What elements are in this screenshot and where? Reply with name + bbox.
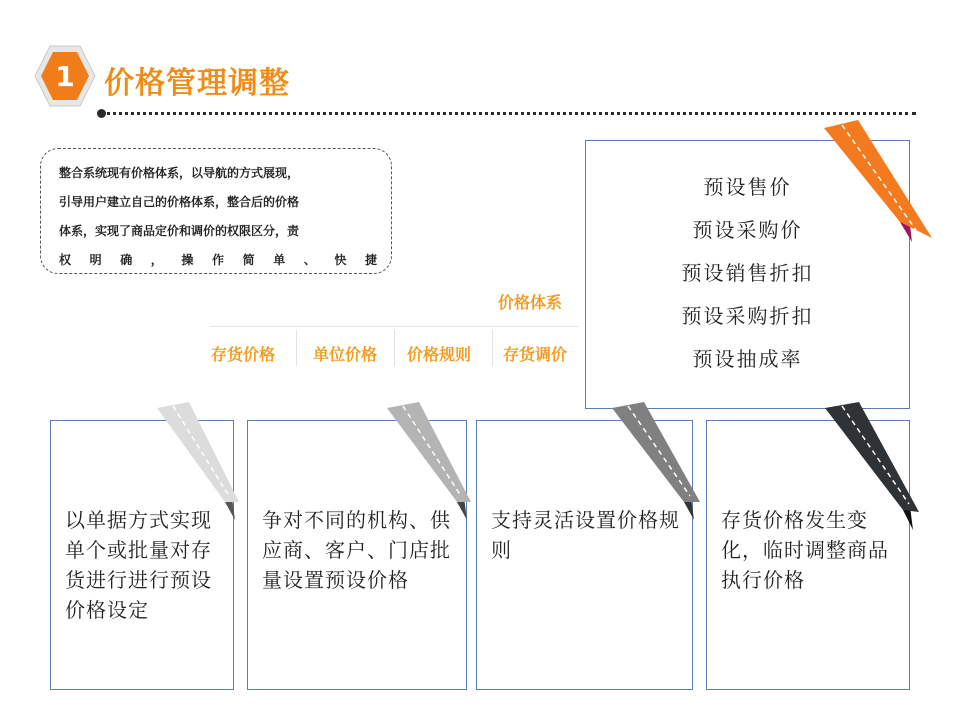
- feature-card-text: 支持灵活设置价格规则: [491, 508, 680, 562]
- tab-unit-price[interactable]: 单位价格: [313, 345, 378, 364]
- tab-separator: [492, 330, 493, 366]
- preset-item: 预设售价: [703, 175, 792, 199]
- preset-item: 预设销售折扣: [681, 261, 814, 285]
- dark-gray-ribbon-decoration: [610, 402, 705, 522]
- preset-item: 预设采购价: [692, 218, 803, 242]
- step-number: 1: [55, 60, 75, 93]
- page-title: 价格管理调整: [104, 66, 290, 101]
- feature-card-text: 以单据方式实现单个或批量对存货进行进行预设价格设定: [65, 508, 212, 622]
- dotted-divider: [100, 112, 916, 115]
- intro-line: 整合系统现有价格体系，以导航的方式展现，: [59, 166, 300, 180]
- tab-price-rules[interactable]: 价格规则: [407, 345, 472, 364]
- gray-ribbon-decoration: [385, 402, 477, 522]
- preset-item: 预设抽成率: [692, 347, 803, 371]
- tab-separator: [296, 330, 297, 366]
- tab-inventory-adjust[interactable]: 存货调价: [503, 345, 568, 364]
- tab-inventory-price[interactable]: 存货价格: [211, 345, 276, 364]
- preset-item: 预设采购折扣: [681, 304, 814, 328]
- intro-line: 引导用户建立自己的价格体系，整合后的价格: [59, 195, 300, 209]
- orange-ribbon-decoration: [820, 118, 935, 248]
- gray-ribbon-decoration: [155, 402, 245, 522]
- feature-card-text: 争对不同的机构、供应商、客户、门店批量设置预设价格: [262, 508, 451, 592]
- intro-description: [40, 148, 392, 274]
- black-ribbon-decoration: [823, 402, 923, 532]
- tab-separator: [394, 330, 395, 366]
- intro-line: 权明确，操作简单、快捷: [59, 253, 377, 267]
- intro-line: 体系，实现了商品定价和调价的权限区分，责: [59, 224, 300, 238]
- price-system-label: 价格体系: [498, 293, 563, 312]
- price-system-divider: [210, 326, 578, 327]
- divider-dot: [97, 109, 106, 118]
- feature-card-text: 存货价格发生变化，临时调整商品执行价格: [721, 508, 889, 592]
- step-number-badge: [34, 44, 96, 108]
